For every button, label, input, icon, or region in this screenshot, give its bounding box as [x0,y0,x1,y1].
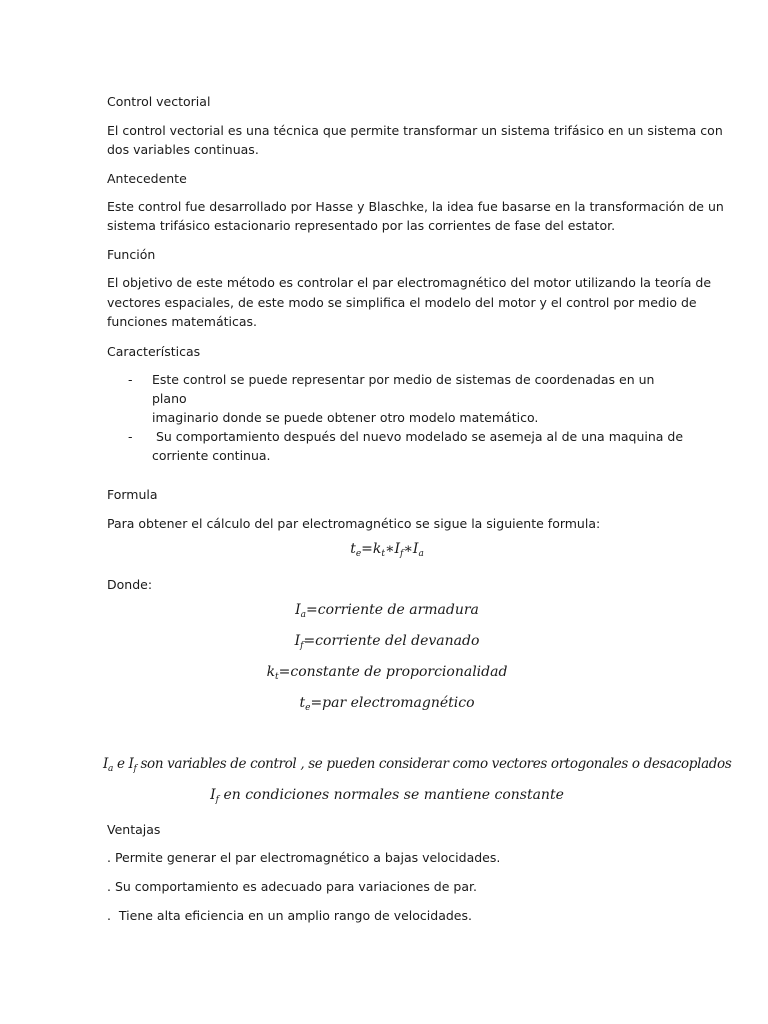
formula-intro: Para obtener el cálculo del par electromagnético se sigue la siguiente formula: [107,516,601,531]
doc-title: Control vectorial [107,94,211,109]
list-item-line: imaginario donde se puede obtener otro modelo matemático. [152,410,539,425]
list-item-line: Su comportamiento después del nuevo modelado se asemeja al de una maquina de [152,429,684,444]
main-formula: $t_e=k_t∗I_f∗I_a$ [350,541,424,559]
definition-if: $I_f=corriente$ del devanado [294,633,480,651]
definition-te: $t_e=par$ electromagnético [299,695,475,713]
funcion-line-1: El objetivo de este método es controlar el par electromagnético del motor utilizando la teoría de [107,275,712,290]
ventajas-heading: Ventajas [107,822,161,837]
ventaja-item: . Su comportamiento es adecuado para variaciones de par. [107,879,477,894]
intro-line-2: dos variables continuas. [107,142,259,157]
caracteristicas-list [107,370,684,465]
control-variables-statement: $I_a$ e $I_f$ son variables de control , se pueden considerar como vectores ortogonales o desacoplados [103,756,732,774]
donde-heading: Donde: [107,577,153,592]
list-marker: - [128,372,133,387]
list-marker: - [128,429,133,444]
funcion-line-3: funciones matemáticas. [107,314,257,329]
funcion-line-2: vectores espaciales, de este modo se simplifica el modelo del motor y el control por medio de [107,295,697,310]
list-item [107,370,667,427]
formula-heading: Formula [107,487,158,502]
definition-kt: $k_t=constante$ de proporcionalidad [266,664,508,682]
list-item-line: corriente continua. [152,448,271,463]
ventaja-item: . Tiene alta eficiencia en un amplio rango de velocidades. [107,908,472,923]
antecedente-heading: Antecedente [107,171,187,186]
funcion-heading: Función [107,247,156,262]
definition-ia: $I_a=corriente$ de armadura [295,602,479,620]
list-item [107,427,684,465]
ventaja-item: . Permite generar el par electromagnético a bajas velocidades. [107,850,501,865]
antecedente-line-1: Este control fue desarrollado por Hasse y Blaschke, la idea fue basarse en la transformación de un [107,199,724,214]
list-item-line: Este control se puede representar por medio de sistemas de coordenadas en un plano [152,372,655,406]
constant-current-statement: $I_f$ en condiciones normales se mantiene constante [210,787,564,805]
caracteristicas-heading: Características [107,344,201,359]
antecedente-line-2: sistema trifásico estacionario representado por las corrientes de fase del estator. [107,218,616,233]
intro-line-1: El control vectorial es una técnica que permite transformar un sistema trifásico en un sistema con [107,123,723,138]
